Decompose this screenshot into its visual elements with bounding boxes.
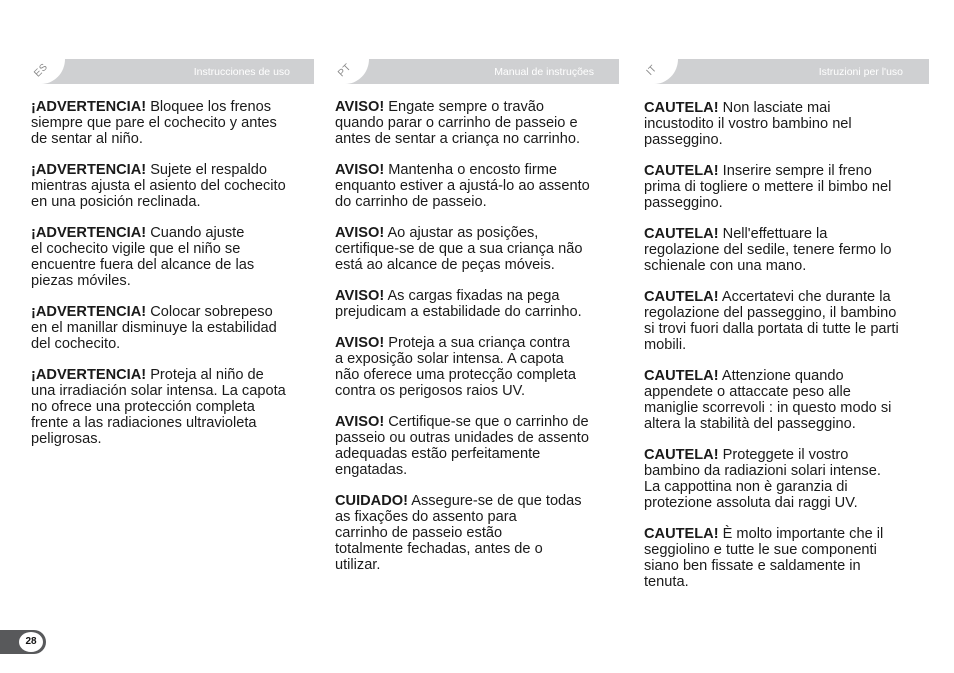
warning-keyword: CAUTELA! (644, 163, 719, 179)
warning-text: Sujete el respaldo mientras ajusta el asiento del cochecito en una posición reclinada. (31, 162, 286, 210)
warning-keyword: CAUTELA! (644, 226, 719, 242)
section-title: Istruzioni per l'uso (818, 66, 903, 78)
warning-keyword: AVISO! (335, 335, 385, 351)
warning-text: Ao ajustar as posições, certifique-se de que a sua criança não está ao alcance de peças móveis. (335, 225, 583, 273)
warning-keyword: ¡ADVERTENCIA! (31, 225, 147, 241)
warning-keyword: AVISO! (335, 162, 385, 178)
page-number-tab (0, 630, 46, 654)
warning-keyword: ¡ADVERTENCIA! (31, 367, 147, 383)
warning-text: Proteja al niño de una irradiación solar intensa. La capota no ofrece una protección completa frente a las radiaciones ultravioleta peligrosas. (31, 367, 286, 447)
language-tab (31, 59, 65, 84)
warning-paragraph (335, 225, 619, 273)
section-header-bar (335, 59, 619, 84)
warning-keyword: CAUTELA! (644, 526, 719, 542)
warning-paragraph (644, 526, 929, 590)
warning-keyword: ¡ADVERTENCIA! (31, 304, 147, 320)
warning-text: Accertatevi che durante la regolazione del passeggino, il bambino si trovi fuori dalla portata di tutte le parti mobili. (644, 289, 899, 353)
page-number: 28 (19, 632, 43, 652)
warning-text: Attenzione quando appendete o attaccate peso alle maniglie scorrevoli : in questo modo si altera la stabilità del passeggino. (644, 368, 892, 432)
column-italian (644, 59, 929, 605)
language-code: PT (336, 61, 354, 80)
warning-text: Non lasciate mai incustodito il vostro bambino nel passeggino. (644, 100, 852, 148)
warning-keyword: AVISO! (335, 225, 385, 241)
language-tab (335, 59, 369, 84)
warning-paragraph (31, 304, 314, 352)
warning-keyword: AVISO! (335, 99, 385, 115)
warning-text: Proteja a sua criança contra a exposição solar intensa. A capota não oferece uma protecção completa contra os perigosos raios UV. (335, 335, 576, 399)
warnings-list (31, 99, 314, 447)
warning-paragraph (335, 493, 619, 573)
warning-keyword: CUIDADO! (335, 493, 408, 509)
section-title: Instrucciones de uso (193, 66, 290, 78)
warning-text: È molto importante che il seggiolino e tutte le sue componenti siano ben fissate e saldamente in tenuta. (644, 526, 884, 590)
warning-paragraph (31, 99, 314, 147)
warning-keyword: CAUTELA! (644, 289, 719, 305)
warning-paragraph (31, 367, 314, 447)
warning-text: Assegure-se de que todas as fixações do assento para carrinho de passeio estão totalmente fechadas, antes de o utilizar. (335, 493, 582, 573)
warning-paragraph (644, 163, 929, 211)
warning-keyword: CAUTELA! (644, 100, 719, 116)
warning-text: Certifique-se que o carrinho de passeio ou outras unidades de assento adequadas estão perfeitamente engatadas. (335, 414, 589, 478)
column-portuguese (335, 59, 619, 588)
language-code: IT (644, 63, 660, 78)
warning-text: As cargas fixadas na pega prejudicam a estabilidade do carrinho. (335, 288, 582, 320)
warnings-list (335, 99, 619, 573)
section-header-bar (644, 59, 929, 84)
warning-paragraph (644, 226, 929, 274)
section-header-bar (31, 59, 314, 84)
warning-paragraph (31, 225, 314, 289)
warning-text: Engate sempre o travão quando parar o carrinho de passeio e antes de sentar a criança no carrinho. (335, 99, 580, 147)
warning-paragraph (335, 99, 619, 147)
warning-paragraph (31, 162, 314, 210)
warning-text: Proteggete il vostro bambino da radiazioni solari intense. La cappottina non è garanzia di protezione assoluta dai raggi UV. (644, 447, 881, 511)
column-spanish (31, 59, 314, 462)
language-code: ES (32, 61, 51, 80)
warning-keyword: ¡ADVERTENCIA! (31, 99, 147, 115)
language-tab (644, 59, 678, 84)
warning-paragraph (644, 368, 929, 432)
warning-paragraph (335, 335, 619, 399)
warning-paragraph (644, 447, 929, 511)
warning-paragraph (335, 288, 619, 320)
section-title: Manual de instruções (494, 66, 594, 78)
warning-paragraph (644, 100, 929, 148)
warning-paragraph (335, 414, 619, 478)
warning-text: Inserire sempre il freno prima di togliere o mettere il bimbo nel passeggino. (644, 163, 892, 211)
warning-text: Colocar sobrepeso en el manillar disminuye la estabilidad del cochecito. (31, 304, 277, 352)
warning-text: Bloquee los frenos siempre que pare el cochecito y antes de sentar al niño. (31, 99, 277, 147)
warning-text: Cuando ajuste el cochecito vigile que el niño se encuentre fuera del alcance de las piezas móviles. (31, 225, 255, 289)
warning-paragraph (644, 289, 929, 353)
warning-keyword: CAUTELA! (644, 368, 719, 384)
warning-keyword: CAUTELA! (644, 447, 719, 463)
warnings-list (644, 100, 929, 590)
warning-text: Mantenha o encosto firme enquanto estiver a ajustá-lo ao assento do carrinho de passeio. (335, 162, 590, 210)
warning-keyword: ¡ADVERTENCIA! (31, 162, 147, 178)
warning-keyword: AVISO! (335, 288, 385, 304)
warning-text: Nell'effettuare la regolazione del sedile, tenere fermo lo schienale con una mano. (644, 226, 892, 274)
warning-keyword: AVISO! (335, 414, 385, 430)
warning-paragraph (335, 162, 619, 210)
